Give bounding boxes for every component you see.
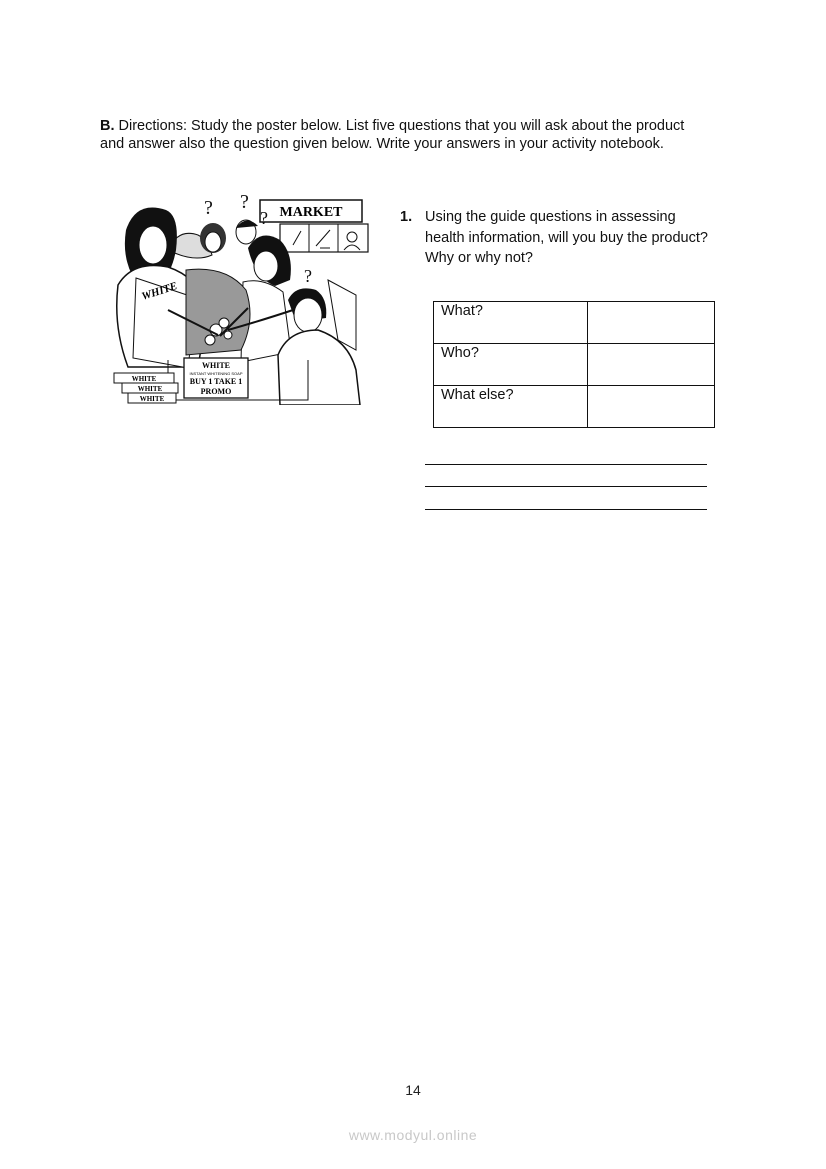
question-number: 1. [400, 209, 413, 225]
market-sign: MARKET [279, 205, 343, 220]
row-label: Who? [434, 344, 588, 386]
directions-text: Directions: Study the poster below. List five questions that you will ask about the product and answer also the question given below. Write your answers in your activity notebook. [100, 118, 685, 152]
answer-line [425, 442, 707, 465]
table-row [434, 386, 715, 428]
svg-text:?: ? [240, 191, 249, 213]
answer-cell [588, 302, 715, 344]
svg-text:?: ? [204, 197, 213, 219]
box-promo-2: PROMO [200, 387, 232, 396]
answer-cell [588, 386, 715, 428]
box-promo-1: BUY 1 TAKE 1 [189, 377, 243, 386]
poster-illustration [108, 190, 370, 405]
answer-line [425, 487, 707, 510]
row-label: What else? [434, 386, 588, 428]
directions-paragraph [100, 118, 700, 153]
section-label: B. [100, 118, 115, 134]
box-brand: WHITE [201, 361, 231, 370]
question-text: Using the guide questions in assessing health information, will you buy the product? Why or why not? [425, 209, 708, 266]
row-label: What? [434, 302, 588, 344]
watermark: www.modyul.online [348, 1127, 478, 1143]
answer-line [425, 465, 707, 488]
page-number: 14 [405, 1082, 421, 1098]
stack-label-2: WHITE [137, 385, 163, 393]
stack-label-1: WHITE [131, 375, 157, 383]
answer-lines [425, 442, 707, 510]
table-row [434, 344, 715, 386]
answer-cell [588, 344, 715, 386]
svg-text:?: ? [260, 208, 268, 228]
guide-questions-table [433, 301, 715, 428]
svg-text:?: ? [304, 266, 312, 286]
apron-text: WHITE [140, 280, 179, 303]
box-small-text: INSTANT WHITENING SOAP [189, 371, 243, 376]
table-row [434, 302, 715, 344]
stack-label-3: WHITE [139, 395, 165, 403]
